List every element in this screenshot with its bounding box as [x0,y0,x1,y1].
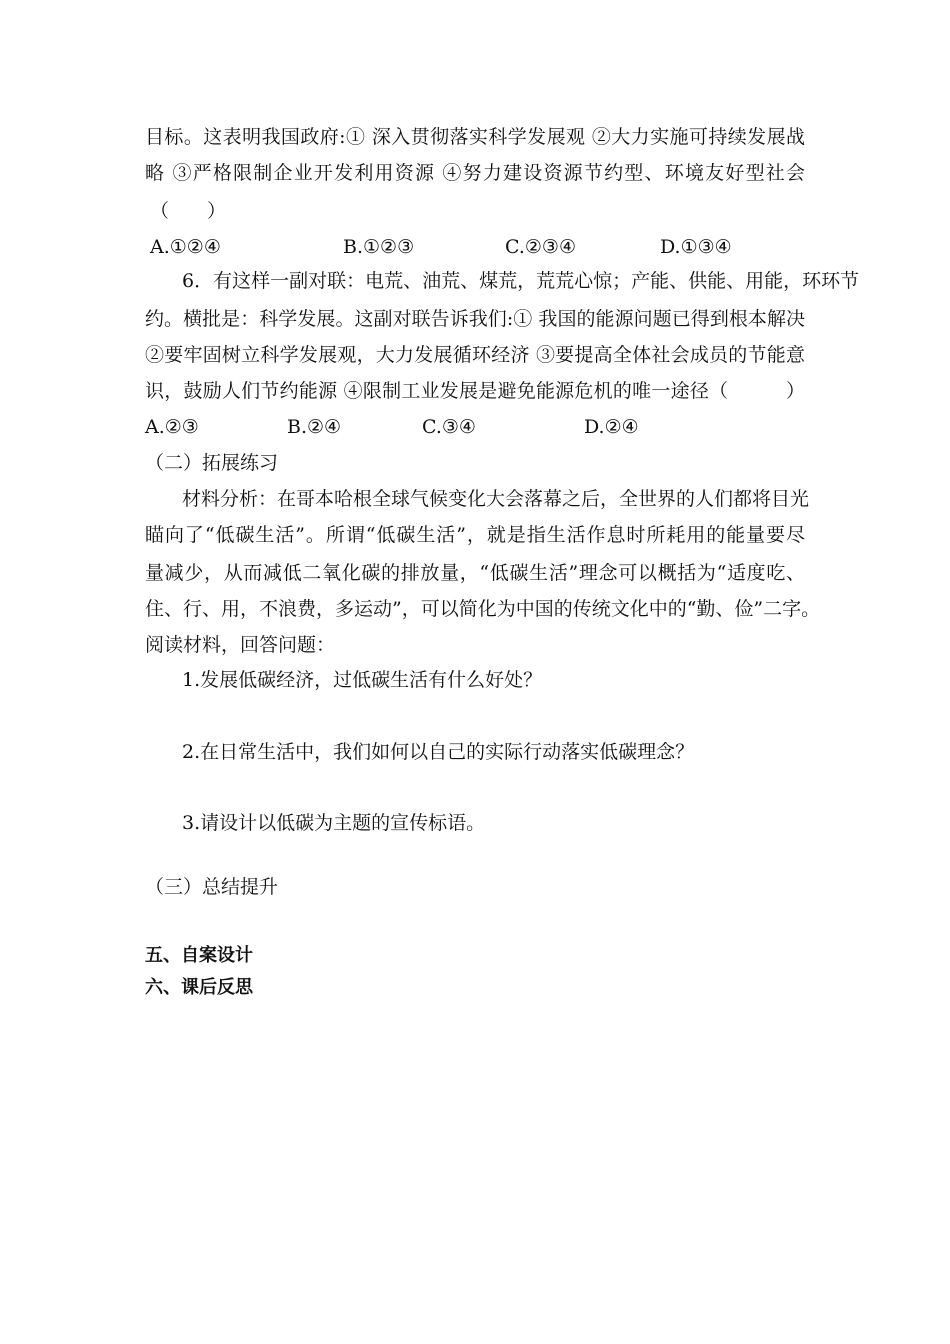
q6-line-4: 识，鼓励人们节约能源 ④限制工业发展是避免能源危机的唯一途径（ ） [145,380,805,402]
section-6-heading: 六、课后反思 [145,977,253,998]
material-line-4: 住、行、用，不浪费，多运动”，可以简化为中国的传统文化中的“勤、俭”二字。 [145,598,821,620]
material-line-5: 阅读材料，回答问题： [145,634,336,656]
q5-option-c: C.②③④ [505,236,576,258]
material-line-2: 瞄向了“低碳生活”。所谓“低碳生活”，就是指生活作息时所耗用的能量要尽 [145,524,805,546]
q5-option-b: B.①②③ [343,236,415,258]
section-5-heading: 五、自案设计 [145,945,253,966]
q6-option-a: A.②③ [145,416,199,438]
q5-answer-paren: （ ） [150,200,227,222]
q6-option-c: C.③④ [422,416,476,438]
q6-line-1: 6．有这样一副对联：电荒、油荒、煤荒，荒荒心惊；产能、供能、用能，环环节 [182,270,860,292]
q6-line-2: 约。横批是：科学发展。这副对联告诉我们:① 我国的能源问题已得到根本解决 [145,308,805,330]
q6-option-d: D.②④ [584,416,639,438]
q5-line-2: 略 ③严格限制企业开发利用资源 ④努力建设资源节约型、环境友好型社会 [145,162,805,184]
q5-line-1: 目标。这表明我国政府:① 深入贯彻落实科学发展观 ②大力实施可持续发展战 [145,126,805,148]
q6-option-b: B.②④ [287,416,342,438]
q6-line-3: ②要牢固树立科学发展观，大力发展循环经济 ③要提高全体社会成员的节能意 [145,344,805,366]
question-3: 3.请设计以低碳为主题的宣传标语。 [182,812,486,834]
q5-option-d: D.①③④ [660,236,732,258]
question-1: 1.发展低碳经济，过低碳生活有什么好处？ [182,669,543,691]
section-2-heading: （二）拓展练习 [145,452,279,474]
section-3-heading: （三）总结提升 [145,876,279,898]
material-line-1: 材料分析：在哥本哈根全球气候变化大会落幕之后，全世界的人们都将目光 [182,488,810,510]
question-2: 2.在日常生活中，我们如何以自己的实际行动落实低碳理念？ [182,741,695,763]
material-line-3: 量减少，从而减低二氧化碳的排放量，“低碳生活”理念可以概括为“适度吃、 [145,562,805,584]
q5-option-a: A.①②④ [150,236,221,258]
